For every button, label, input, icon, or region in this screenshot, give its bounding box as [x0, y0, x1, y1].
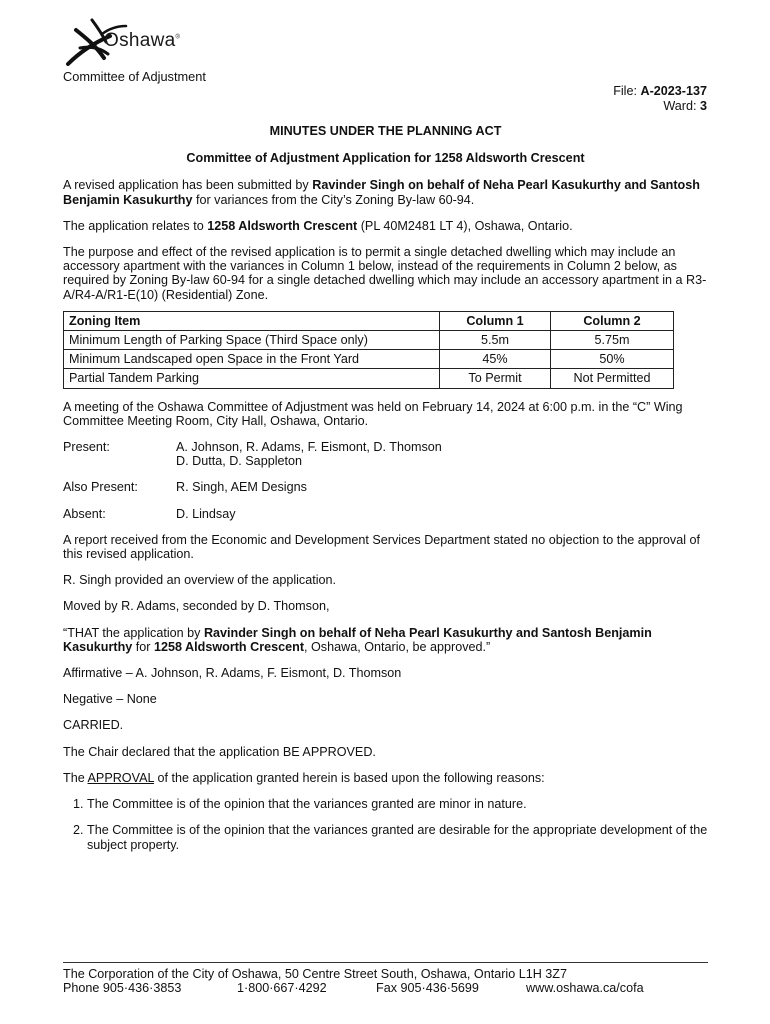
page-subtitle: Committee of Adjustment Application for 1258 Aldsworth Crescent [186, 151, 585, 166]
paragraph-declared: The Chair declared that the application BE APPROVED. [63, 744, 376, 759]
table-row: Minimum Length of Parking Space (Third Space only) 5.5m 5.75m [64, 331, 674, 350]
table-header-row: Zoning Item Column 1 Column 2 [64, 311, 674, 330]
footer-phone: Phone 905·436·3853 [63, 981, 182, 995]
paragraph-negative: Negative – None [63, 692, 157, 707]
footer-tollfree: 1·800·667·4292 [237, 981, 327, 995]
reasons-list [63, 797, 708, 852]
footer-contacts [63, 981, 708, 995]
page-footer [63, 962, 708, 995]
paragraph-moved: Moved by R. Adams, seconded by D. Thomson, [63, 599, 330, 614]
file-number: A-2023-137 [640, 84, 707, 98]
committee-name: Committee of Adjustment [63, 69, 206, 84]
file-info: File: A-2023-137 Ward: 3 [613, 84, 707, 113]
paragraph-motion: “THAT the application by Ravinder Singh on behalf of Neha Pearl Kasukurthy and Santosh Benjamin Kasukurthy for 1258 Aldsworth Crescent, Oshawa, Ontario, be approved.” [63, 625, 652, 654]
ward-number: 3 [699, 99, 707, 113]
paragraph-meeting: A meeting of the Oshawa Committee of Adjustment was held on February 14, 2024 at 6:00 p.m. in the “C” Wing Committee Meeting Room, City Hall, Oshawa, Ontario. [63, 399, 683, 428]
table-row: Minimum Landscaped open Space in the Front Yard 45% 50% [64, 350, 674, 369]
page-title: MINUTES UNDER THE PLANNING ACT [269, 124, 502, 138]
document-body [63, 124, 708, 864]
footer-address: The Corporation of the City of Oshawa, 50 Centre Street South, Oshawa, Ontario L1H 3Z7 [63, 967, 568, 981]
paragraph-purpose: The purpose and effect of the revised application is to permit a single detached dwelling which may include an accessory apartment with the variances in Column 1 below, instead of the requirements in Column 2 below, as required by Zoning By-law 60-94 for a single detached dwelling which may include an accessory apartment in a R3-A/R4-A/R1-E(10) (Residential) Zone. [63, 245, 707, 302]
logo-wordmark: Oshawa® [104, 30, 181, 51]
paragraph-report: A report received from the Economic and Development Services Department stated no objection to the approval of this revised application. [63, 532, 701, 562]
paragraph-application: A revised application has been submitted by Ravinder Singh on behalf of Neha Pearl Kasukurthy and Santosh Benjamin Kasukurthy for variances from the City’s Zoning By-law 60-94. [63, 178, 700, 207]
table-row: Partial Tandem Parking To Permit Not Permitted [64, 369, 674, 388]
variance-table [63, 311, 674, 389]
paragraph-carried: CARRIED. [63, 718, 124, 733]
footer-website-link[interactable]: www.oshawa.ca/cofa [526, 981, 644, 995]
footer-fax: Fax 905·436·5699 [376, 981, 479, 995]
paragraph-approval: The APPROVAL of the application granted herein is based upon the following reasons: [63, 770, 545, 785]
absent-row: Absent: D. Lindsay [63, 506, 236, 521]
also-present-row: Also Present: R. Singh, AEM Designs [63, 480, 307, 495]
paragraph-address: The application relates to 1258 Aldsworth Crescent (PL 40M2481 LT 4), Oshawa, Ontario. [63, 218, 573, 233]
present-row: Present: A. Johnson, R. Adams, F. Eismont, D. Thomson D. Dutta, D. Sappleton [63, 440, 442, 469]
list-item: 1. The Committee is of the opinion that the variances granted are minor in nature. [87, 797, 708, 811]
list-item: 2. The Committee is of the opinion that the variances granted are desirable for the appropriate development of the subject property. [87, 823, 708, 851]
paragraph-affirmative: Affirmative – A. Johnson, R. Adams, F. Eismont, D. Thomson [63, 666, 402, 681]
paragraph-overview: R. Singh provided an overview of the application. [63, 573, 337, 588]
